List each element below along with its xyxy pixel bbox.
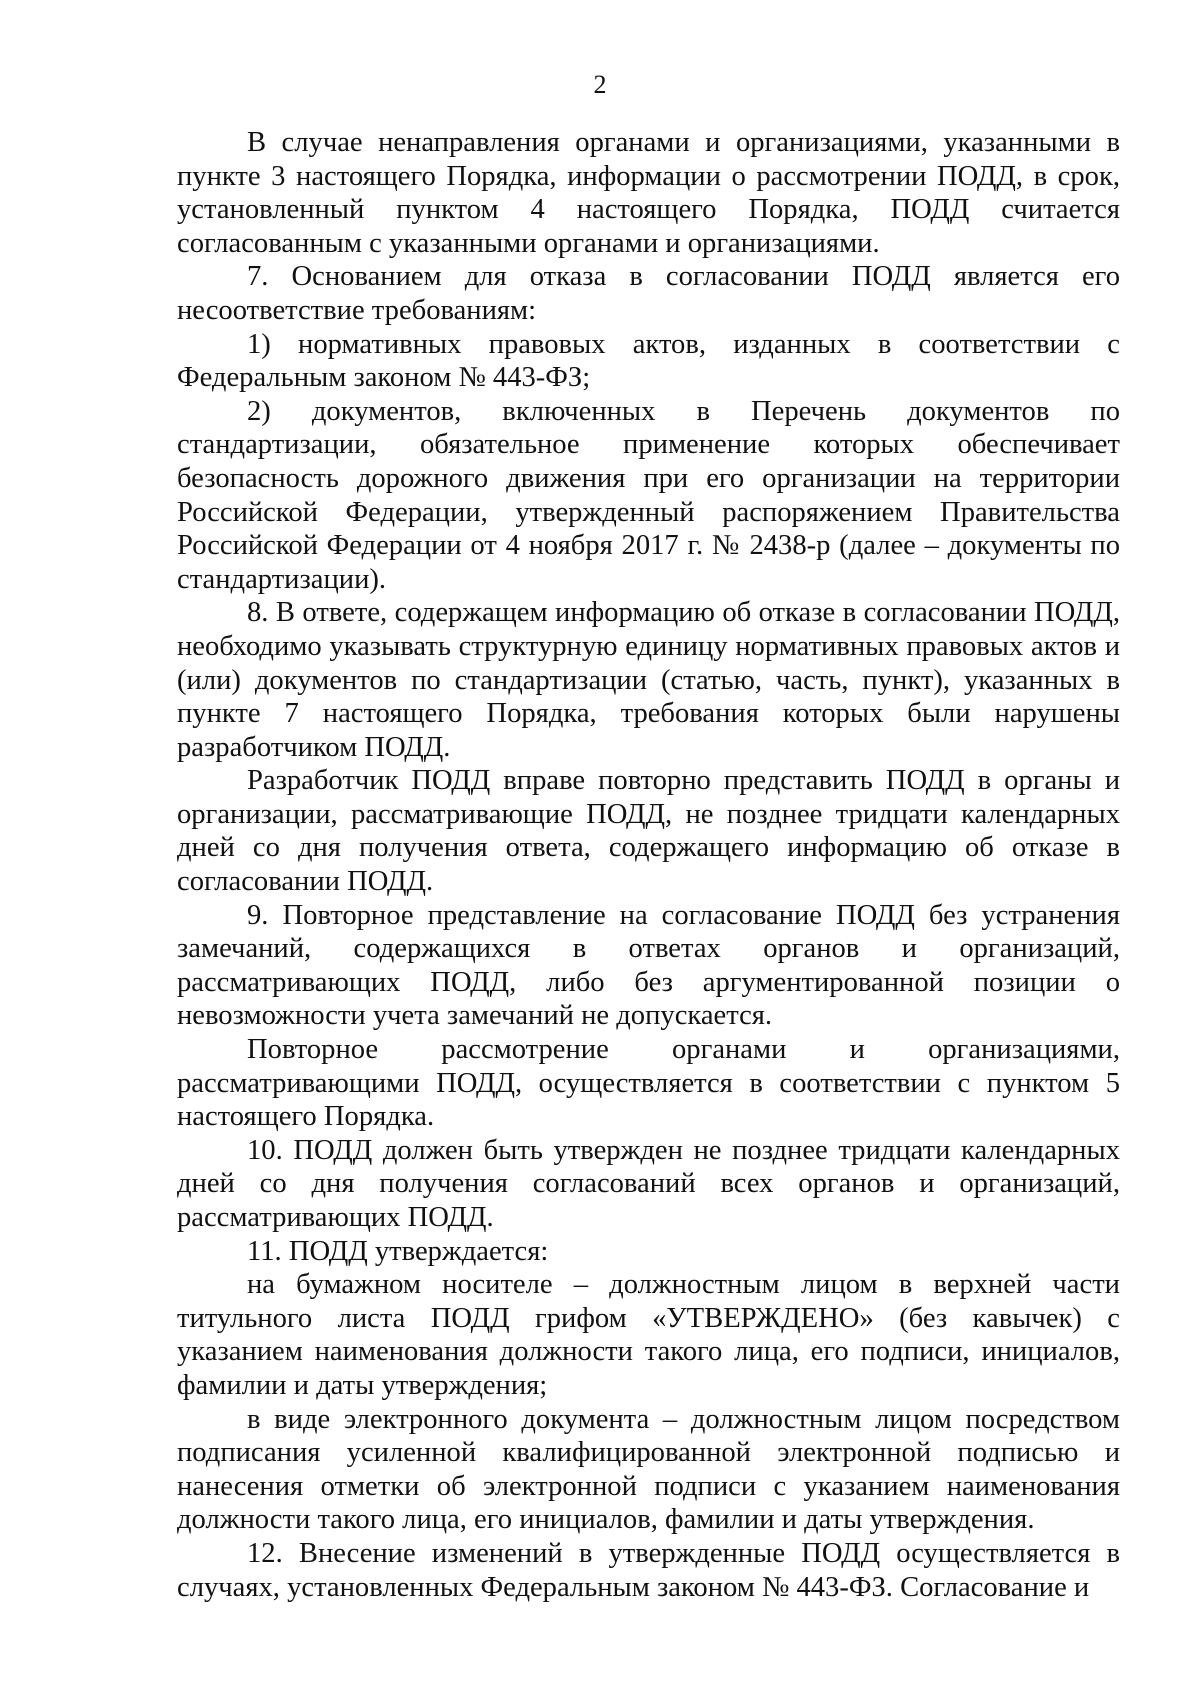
paragraph-repeat-review: Повторное рассмотрение органами и организациями, рассматривающими ПОДД, осуществляется в соответствии с пунктом 5 настоящего Порядка. — [177, 1034, 1120, 1133]
paragraph-item-7-2: 2) документов, включенных в Перечень документов по стандартизации, обязательное применение которых обеспечивает безопасность дорожного движения при его организации на территории Российской Федерации, утвержденный распоряжением Правительства Российской Федерации от 4 ноября 2017 г. № 2438-р (далее – документы по стандартизации). — [177, 395, 1120, 595]
paragraph-item-9: 9. Повторное представление на согласование ПОДД без устранения замечаний, содержащихся в ответах органов и организаций, рассматривающих ПОДД, либо без аргументированной позиции о невозможности учета замечаний не допускается. — [177, 899, 1120, 1032]
paragraph-non-submission: В случае ненаправления органами и организациями, указанными в пункте 3 настоящего Порядка, информации о рассмотрении ПОДД, в срок, установленный пунктом 4 настоящего Порядка, ПОДД считается согласованным с указанными органами и организациями. — [177, 127, 1120, 259]
paragraph-resubmission: Разработчик ПОДД вправе повторно представить ПОДД в органы и организации, рассматривающие ПОДД, не позднее тридцати календарных дней со дня получения ответа, содержащего информацию об отказе в согласовании ПОДД. — [177, 765, 1120, 898]
paragraph-item-7-1: 1) нормативных правовых актов, изданных в соответствии с Федеральным законом № 443-ФЗ; — [177, 328, 1120, 394]
paragraph-item-7: 7. Основанием для отказа в согласовании ПОДД является его несоответствие требованиям: — [177, 261, 1120, 326]
page-number: 2 — [593, 70, 607, 99]
paragraph-paper-approval: на бумажном носителе – должностным лицом в верхней части титульного листа ПОДД грифом «УТВЕРЖДЕНО» (без кавычек) с указанием наименования должности такого лица, его подписи, инициалов, фамилии и даты утверждения; — [177, 1269, 1120, 1401]
paragraph-electronic-approval: в виде электронного документа – должностным лицом посредством подписания усиленной квалифицированной электронной подписью и нанесения отметки об электронной подписи с указанием наименования должности такого лица, его инициалов, фамилии и даты утверждения. — [177, 1403, 1120, 1536]
paragraph-item-8: 8. В ответе, содержащем информацию об отказе в согласовании ПОДД, необходимо указывать структурную единицу нормативных правовых актов и (или) документов по стандартизации (статью, часть, пункт), указанных в пункте 7 настоящего Порядка, требования которых были нарушены разработчиком ПОДД. — [177, 597, 1120, 763]
document-body — [177, 126, 1120, 1604]
paragraph-item-11: 11. ПОДД утверждается: — [247, 1235, 549, 1267]
paragraph-item-12: 12. Внесение изменений в утвержденные ПОДД осуществляется в случаях, установленных Федеральным законом № 443-ФЗ. Согласование и — [177, 1537, 1120, 1603]
paragraph-item-10: 10. ПОДД должен быть утвержден не позднее тридцати календарных дней со дня получения согласований всех органов и организаций, рассматривающих ПОДД. — [177, 1134, 1120, 1233]
